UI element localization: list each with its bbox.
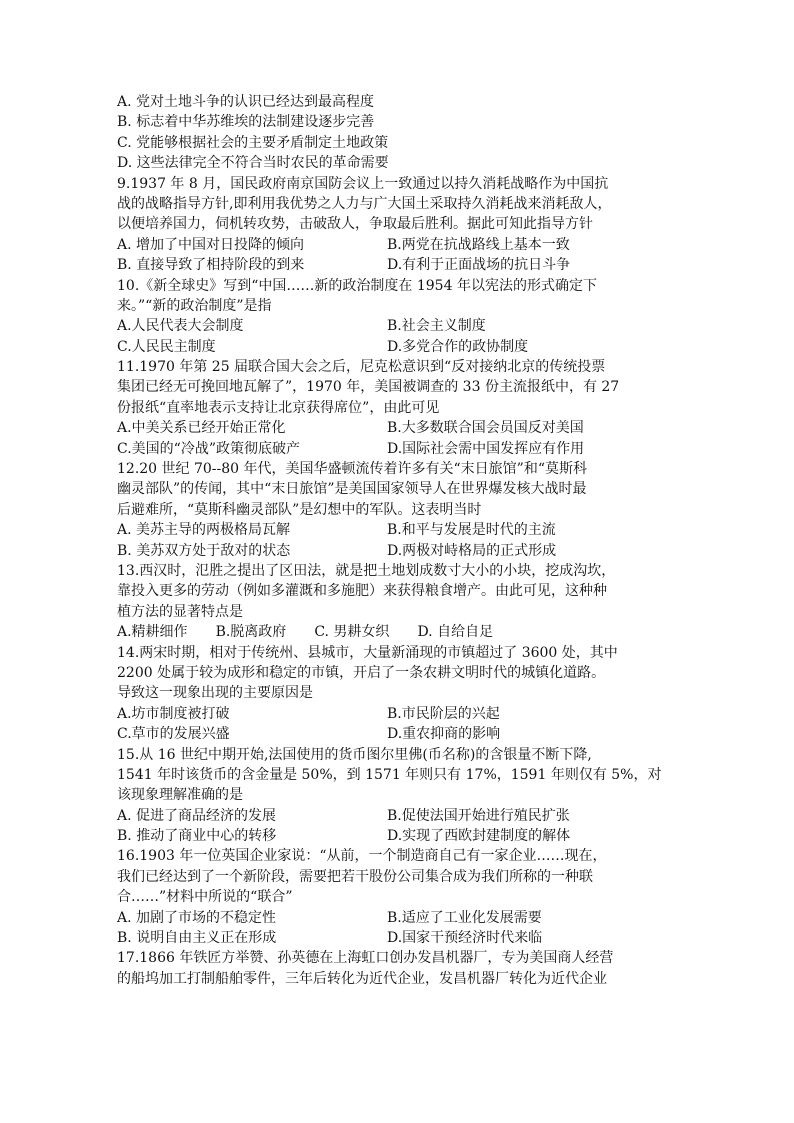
q9-options-row bbox=[117, 235, 683, 255]
q14-options-row bbox=[117, 724, 683, 744]
q14-options-row bbox=[117, 704, 683, 724]
q13-stem-line: 靠投入更多的劳动（例如多灌溉和多施肥）来获得粮食增产。由此可见，这种种 bbox=[117, 583, 607, 600]
q11-stem-line: 11.1970 年第 25 届联合国大会之后，尼克松意识到“反对接纳北京的传统投票 bbox=[117, 359, 606, 376]
q11-options-row bbox=[117, 418, 683, 438]
q12-option-a: A. 美苏主导的两极格局瓦解 bbox=[117, 522, 291, 539]
q9-stem-line: 9.1937 年 8 月，国民政府南京国防会议上一致通过以持久消耗战略作为中国抗 bbox=[117, 175, 609, 192]
q9-option-d: D.有利于正面战场的抗日斗争 bbox=[387, 257, 571, 274]
q16-stem-line: 我们已经达到了一个新阶段，需要把若干股份公司集合成为我们所称的一种联 bbox=[117, 868, 593, 885]
q15-option-a: A. 促进了商品经济的发展 bbox=[117, 807, 277, 824]
q8-option-c: C. 党能够根据社会的主要矛盾制定土地政策 bbox=[117, 134, 389, 151]
q16-option-b: B.适应了工业化发展需要 bbox=[387, 909, 542, 926]
q11-stem-line: 份报纸“直率地表示支持让北京获得席位”，由此可见 bbox=[117, 399, 440, 416]
q12-option-d: D.两极对峙格局的正式形成 bbox=[387, 542, 557, 559]
q16-option-a: A. 加剧了市场的不稳定性 bbox=[117, 909, 277, 926]
q13-option-d: D. 自给自足 bbox=[417, 624, 494, 641]
q10-option-a: A.人民代表大会制度 bbox=[117, 318, 244, 335]
q13-stem-line: 植方法的显著特点是 bbox=[117, 603, 243, 620]
q10-option-b: B.社会主义制度 bbox=[387, 318, 486, 335]
q12-stem-line: 后避难所，“莫斯科幽灵部队”是幻想中的军队。这表明当时 bbox=[117, 501, 482, 518]
q10-stem-line: 来。”“新的政治制度”是指 bbox=[117, 297, 272, 314]
q9-option-a: A. 增加了中国对日投降的倾向 bbox=[117, 236, 305, 253]
q15-stem-line: 15.从 16 世纪中期开始,法国使用的货币图尔里佛(币名称)的含银量不断下降, bbox=[117, 746, 592, 763]
q12-stem-line: 幽灵部队”的传闻，其中“末日旅馆”是美国国家领导人在世界爆发核大战时最 bbox=[117, 481, 587, 498]
q8-option-b: B. 标志着中华苏维埃的法制建设逐步完善 bbox=[117, 114, 375, 131]
q15-option-d: D.实现了西欧封建制度的解体 bbox=[387, 828, 571, 845]
q11-option-d: D.国际社会需中国发挥应有作用 bbox=[387, 440, 585, 457]
q8-option-a: A. 党对土地斗争的认识已经达到最高程度 bbox=[117, 94, 375, 110]
q10-option-c: C.人民民主制度 bbox=[117, 338, 216, 355]
q13-option-c: C. 男耕女织 bbox=[314, 624, 390, 641]
q11-stem-line: 集团已经无可挽回地瓦解了”，1970 年，美国被调查的 33 份主流报纸中，有 27 bbox=[117, 379, 620, 396]
q15-options-row bbox=[117, 826, 683, 846]
q12-option-b: B.和平与发展是时代的主流 bbox=[387, 522, 556, 539]
q11-option-a: A.中美关系已经开始正常化 bbox=[117, 420, 286, 437]
q14-stem-line: 14.两宋时期，相对于传统州、县城市，大量新涌现的市镇超过了 3600 处，其中 bbox=[117, 644, 618, 661]
q16-stem-line: 16.1903 年一位英国企业家说：“从前，一个制造商自己有一家企业……现在， bbox=[117, 848, 607, 865]
q12-option-c: B. 美苏双方处于敌对的状态 bbox=[117, 542, 291, 559]
q10-options-row bbox=[117, 337, 683, 357]
q9-options-row bbox=[117, 255, 683, 275]
q9-option-b: B.两党在抗战路线上基本一致 bbox=[387, 236, 570, 253]
q11-option-b: B.大多数联合国会员国反对美国 bbox=[387, 420, 584, 437]
q9-stem-line: 以便培养国力，伺机转攻势，击破敌人，争取最后胜利。据此可知此指导方针 bbox=[117, 216, 593, 233]
q13-stem-line: 13.西汉时，氾胜之提出了区田法，就是把土地划成数寸大小的小块，挖成沟坎， bbox=[117, 562, 616, 579]
q13-option-b: B.脱离政府 bbox=[215, 624, 287, 641]
q14-option-d: D.重农抑商的影响 bbox=[387, 726, 501, 743]
q14-option-a: A.坊市制度被打破 bbox=[117, 705, 230, 722]
q9-option-c: B. 直接导致了相持阶段的到来 bbox=[117, 257, 305, 274]
q17-stem-line: 17.1866 年铁匠方举赞、孙英德在上海虹口创办发昌机器厂，专为美国商人经营 bbox=[117, 950, 614, 967]
q14-option-b: B.市民阶层的兴起 bbox=[387, 705, 500, 722]
q13-option-a: A.精耕细作 bbox=[117, 624, 188, 641]
q11-option-c: C.美国的“冷战”政策彻底破产 bbox=[117, 440, 300, 457]
q10-option-d: D.多党合作的政协制度 bbox=[387, 338, 529, 355]
q15-options-row bbox=[117, 806, 683, 826]
q17-stem-line: 的船坞加工打制船舶零件，三年后转化为近代企业，发昌机器厂转化为近代企业 bbox=[117, 970, 607, 987]
q15-option-c: B. 推动了商业中心的转移 bbox=[117, 828, 277, 845]
q9-stem-line: 战的战略指导方针,即利用我优势之人力与广大国土采取持久消耗战来消耗敌人， bbox=[117, 195, 612, 212]
q16-option-c: B. 说明自由主义正在形成 bbox=[117, 930, 277, 947]
q11-options-row bbox=[117, 439, 683, 459]
q15-stem-line: 该现象理解准确的是 bbox=[117, 787, 243, 804]
q15-stem-line: 1541 年时该货币的含金量是 50%，到 1571 年则只有 17%，1591 年则仅有 5%，对 bbox=[117, 766, 662, 783]
q16-options-row bbox=[117, 928, 683, 948]
q12-stem-line: 12.20 世纪 70--80 年代，美国华盛顿流传着许多有关“末日旅馆”和“莫斯科 bbox=[117, 461, 587, 478]
q15-option-b: B.促使法国开始进行殖民扩张 bbox=[387, 807, 570, 824]
q12-options-row bbox=[117, 520, 683, 540]
q14-option-c: C.草市的发展兴盛 bbox=[117, 726, 230, 743]
q16-option-d: D.国家干预经济时代来临 bbox=[387, 930, 543, 947]
q16-options-row bbox=[117, 908, 683, 928]
q10-stem-line: 10.《新全球史》写到“中国……新的政治制度在 1954 年以宪法的形式确定下 bbox=[117, 277, 597, 294]
q14-stem-line: 导致这一现象出现的主要原因是 bbox=[117, 685, 313, 702]
exam-page bbox=[117, 92, 683, 989]
q10-options-row bbox=[117, 316, 683, 336]
q13-options-row bbox=[117, 622, 683, 642]
q12-options-row bbox=[117, 541, 683, 561]
q14-stem-line: 2200 处属于较为成形和稳定的市镇，开启了一条农耕文明时代的城镇化道路。 bbox=[117, 664, 606, 681]
q8-option-d: D. 这些法律完全不符合当时农民的革命需要 bbox=[117, 155, 389, 172]
q16-stem-line: 合……”材料中所说的“联合” bbox=[117, 889, 293, 906]
